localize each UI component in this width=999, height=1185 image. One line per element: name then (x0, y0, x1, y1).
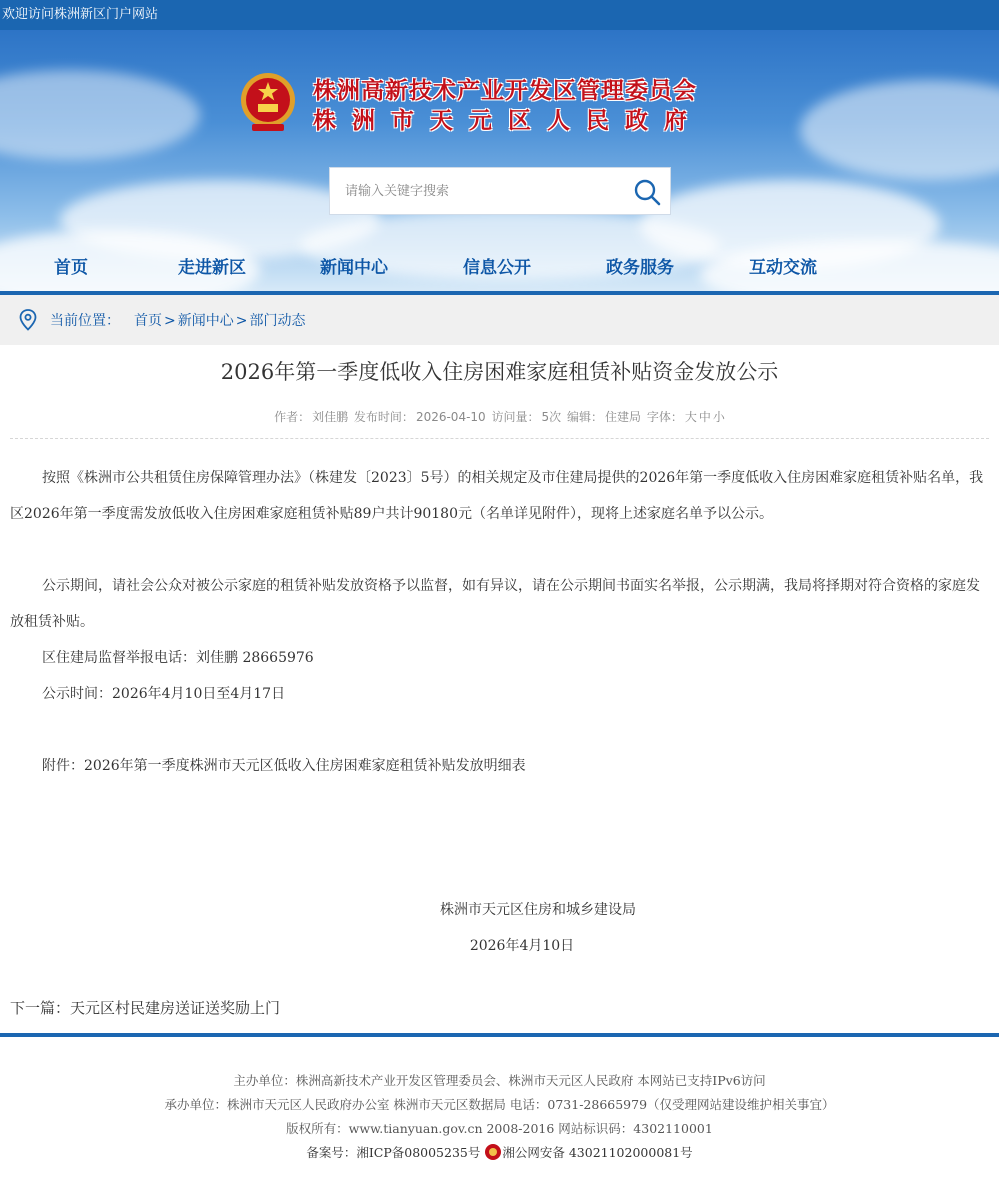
signature-org: 株洲市天元区住房和城乡建设局 (440, 902, 636, 918)
article-meta (0, 408, 999, 425)
article-paragraph: 公示期间，请社会公众对被公示家庭的租赁补贴发放资格予以监督，如有异议，请在公示期间书面实名举报，公示期满，我局将择期对符合资格的家庭发放租赁补贴。 (10, 578, 980, 630)
article-title: 2026年第一季度低收入住房困难家庭租赁补贴资金发放公示 (220, 360, 779, 384)
views-label: 访问量： (491, 410, 540, 424)
beian-label: 备案号： (306, 1145, 357, 1160)
nav-item-about[interactable]: 走进新区 (178, 258, 246, 278)
breadcrumb-links (134, 310, 305, 330)
nav-item-disclosure[interactable]: 信息公开 (463, 258, 531, 278)
nav-item-news[interactable]: 新闻中心 (320, 258, 388, 278)
fontsize-small-button[interactable]: 小 (712, 410, 725, 424)
nav-item-interaction[interactable]: 互动交流 (749, 258, 817, 278)
fontsize-medium-button[interactable]: 中 (698, 410, 711, 424)
site-title-line1: 株洲高新技术产业开发区管理委员会 (313, 78, 697, 104)
breadcrumb-separator: > (235, 313, 248, 329)
breadcrumb-separator: > (164, 313, 176, 329)
author-label: 作者： (274, 410, 311, 424)
site-title-line2: 株洲市天元区人民政府 (313, 108, 703, 134)
view-count: 5次 (541, 410, 562, 424)
fontsize-label: 字体： (646, 410, 683, 424)
location-pin-icon (19, 309, 37, 331)
footer-beian (0, 1143, 999, 1161)
main-nav (0, 252, 999, 290)
signature-date: 2026年4月10日 (469, 938, 575, 954)
police-badge-icon (485, 1144, 501, 1160)
breadcrumb-label: 当前位置： (50, 313, 120, 329)
breadcrumb-news[interactable]: 新闻中心 (177, 313, 234, 329)
footer-organizer: 承办单位：株洲市天元区人民政府办公室 株洲市天元区数据局 电话：0731-28665979（仅受理网站建设维护相关事宜） (164, 1097, 835, 1112)
fontsize-large-button[interactable]: 大 (684, 410, 697, 424)
icp-link[interactable]: 湘ICP备08005235号 (356, 1145, 481, 1160)
time-label: 发布时间： (353, 410, 414, 424)
search-input[interactable] (330, 168, 620, 214)
article-paragraph: 公示时间：2026年4月10日至4月17日 (42, 686, 286, 702)
welcome-text: 欢迎访问株洲新区门户网站 (2, 7, 159, 22)
nav-item-home[interactable]: 首页 (54, 258, 88, 278)
footer-sponsor: 主办单位：株洲高新技术产业开发区管理委员会、株洲市天元区人民政府 本网站已支持IPv6访问 (233, 1073, 766, 1088)
meta-divider (10, 438, 989, 439)
national-emblem-icon (238, 70, 298, 134)
breadcrumb (0, 295, 999, 345)
header-banner (0, 30, 999, 293)
search-icon[interactable] (632, 177, 662, 207)
next-label: 下一篇： (10, 999, 71, 1017)
editor: 住建局 (605, 410, 642, 424)
breadcrumb-home[interactable]: 首页 (134, 313, 162, 329)
publish-time: 2026-04-10 (415, 410, 486, 424)
breadcrumb-dept-news[interactable]: 部门动态 (249, 313, 306, 329)
attachment-link[interactable]: 附件：2026年第一季度株洲市天元区低收入住房困难家庭租赁补贴发放明细表 (42, 758, 526, 774)
next-article-link[interactable]: 天元区村民建房送证送奖励上门 (70, 999, 281, 1017)
search-box (329, 167, 671, 215)
article-paragraph: 按照《株洲市公共租赁住房保障管理办法》（株建发〔2023〕5号）的相关规定及市住建局提供的2026年第一季度低收入住房困难家庭租赁补贴名单，我区2026年第一季度需发放低收入住房困难家庭租赁补贴89户共计90180元（名单详见附件），现将上述家庭名单予以公示。 (10, 470, 984, 522)
footer-copyright: 版权所有：www.tianyuan.gov.cn 2008-2016 网站标识码：4302110001 (286, 1121, 713, 1136)
next-article (10, 997, 280, 1018)
nav-item-services[interactable]: 政务服务 (606, 258, 674, 278)
article-paragraph: 区住建局监督举报电话：刘佳鹏 28665976 (42, 650, 314, 666)
author: 刘佳鹏 (312, 410, 349, 424)
police-beian-link[interactable]: 湘公网安备 43021102000081号 (502, 1145, 693, 1160)
welcome-bar (0, 0, 999, 30)
editor-label: 编辑： (567, 410, 604, 424)
footer (0, 1037, 999, 1185)
